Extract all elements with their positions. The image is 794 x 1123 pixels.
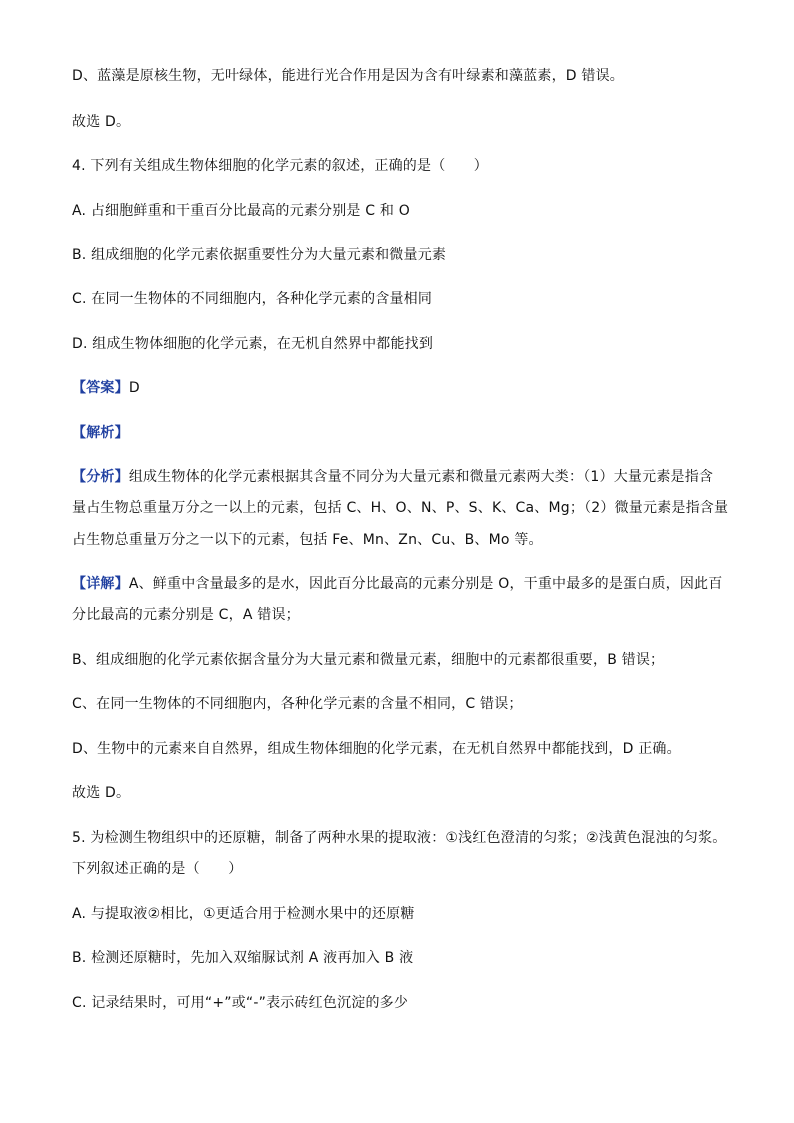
xiangjie-line-2: 分比最高的元素分别是 C，A 错误； (72, 607, 300, 623)
fenxi-line-3: 占生物总重量万分之一以下的元素，包括 Fe、Mn、Zn、Cu、B、Mo 等。 (72, 532, 543, 548)
fenxi-line-2: 量占生物总重量万分之一以上的元素，包括 C、H、O、N、P、S、K、Ca、Mg；（2）微量元素是指含量 (72, 500, 729, 516)
question-5-option-c: C. 记录结果时，可用“+”或“-”表示砖红色沉淀的多少 (72, 995, 409, 1011)
question-4-option-a: A. 占细胞鲜重和干重百分比最高的元素分别是 C 和 O (72, 203, 410, 219)
question-4-option-c: C. 在同一生物体的不同细胞内，各种化学元素的含量相同 (72, 291, 433, 307)
xiangjie-tag: 【详解】 (72, 576, 129, 592)
xiangjie-line-b: B、组成细胞的化学元素依据含量分为大量元素和微量元素，细胞中的元素都很重要，B 错误； (72, 652, 665, 668)
analysis-tag: 【解析】 (72, 425, 129, 441)
question-5-stem-2: 下列叙述正确的是（ ） (72, 861, 243, 877)
question-5-option-b: B. 检测还原糖时，先加入双缩脲试剂 A 液再加入 B 液 (72, 950, 414, 966)
question-4-stem: 4. 下列有关组成生物体细胞的化学元素的叙述，正确的是（ ） (72, 158, 489, 174)
answer-line (72, 378, 140, 398)
answer-tag: 【答案】 (72, 380, 129, 396)
fenxi-tag: 【分析】 (72, 469, 129, 485)
question-4-conclusion: 故选 D。 (72, 785, 131, 801)
answer-value: D (128, 380, 140, 396)
question-5-option-a: A. 与提取液②相比，①更适合用于检测水果中的还原糖 (72, 906, 415, 922)
conclusion-line: 故选 D。 (72, 114, 131, 130)
xiangjie-line-c: C、在同一生物体的不同细胞内，各种化学元素的含量不相同，C 错误； (72, 696, 523, 712)
xiangjie-text-1: A、鲜重中含量最多的是水，因此百分比最高的元素分别是 O，干重中最多的是蛋白质，因此百 (128, 576, 723, 592)
analysis-heading (72, 423, 129, 443)
explanation-d-line: D、蓝藻是原核生物，无叶绿体，能进行光合作用是因为含有叶绿素和藻蓝素，D 错误。 (72, 68, 625, 84)
question-5-stem-1: 5. 为检测生物组织中的还原糖，制备了两种水果的提取液：①浅红色澄清的匀浆；②浅黄色混浊的匀浆。 (72, 830, 727, 846)
fenxi-text-1: 组成生物体的化学元素根据其含量不同分为大量元素和微量元素两大类：（1）大量元素是指含 (128, 469, 714, 485)
xiangjie-line-d: D、生物中的元素来自自然界，组成生物体细胞的化学元素，在无机自然界中都能找到，D 正确。 (72, 741, 681, 757)
fenxi-line-1 (72, 467, 713, 487)
xiangjie-line-1 (72, 574, 722, 594)
question-4-option-d: D. 组成生物体细胞的化学元素，在无机自然界中都能找到 (72, 336, 434, 352)
question-4-option-b: B. 组成细胞的化学元素依据重要性分为大量元素和微量元素 (72, 247, 447, 263)
